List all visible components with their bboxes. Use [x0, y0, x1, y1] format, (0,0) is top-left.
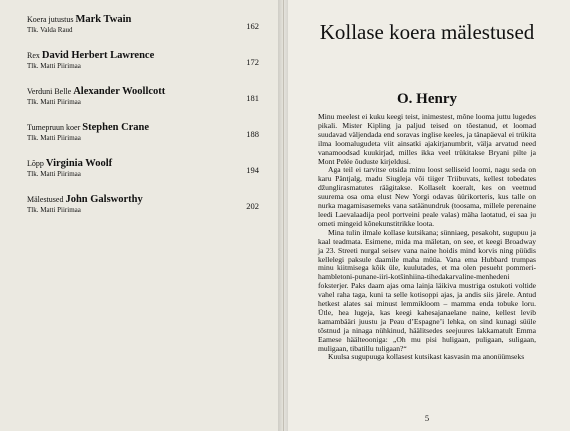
body-paragraph: Aga teil ei tarvitse otsida minu loost selliseid loomi, nagu seda on karu Päntjalg, madu Siugleja või tiiger Triibuvats, kellest tobedates džunglirasmatutes räägitakse. Kollaselt koeralt, kes on veetnud suurema osa oma elust New Yorgi odavas üürikorteris, kus talle on nurka magamisasemeks vana satäänundruk (toosama, millele perenaine leedi Laevalaadija peol portveini peale valas) mäha laotatud, ei saa ju ometi mingeid kõnekunstitrikke loota. [318, 165, 536, 228]
toc-entry[interactable] [27, 159, 259, 195]
toc-entry[interactable] [27, 123, 259, 159]
toc-entry-heading [27, 159, 259, 169]
toc-story-title: Mälestused [27, 195, 64, 204]
toc-author: David Herbert Lawrence [41, 50, 155, 61]
right-page [284, 0, 570, 431]
toc-page-number: 194 [246, 165, 259, 175]
toc-translator: Tlk. Matti Piirimaa [27, 170, 81, 178]
body-paragraph: Mina tulin ilmale kollase kutsikana; sünniaeg, pesakoht, sugupuu ja kaal teadmata. Esimene, mida ma mäletan, on see, et keegi Broadway ja 23. Streeti nurgal seisev vana naine hoidis mind korvis ning püüdis kellelegi paksule daamile maha müüa. Vana ema Hubbard trumpas minu kiitmisega kõik üle, kuulutades, et ma olen pesueht pommeri-hambletoni-punane-iiri-kotšinhiina-tihedakarvaline-menhedeni foksterjer. Paks daam ajas oma lainja läikiva mustriga ostukoti voltide vahel raha taga, kuni ta selle kotisoppi ajas, ja andis siis järele. Antud hetkest alates sai minust lemmikloom – mamma enda tobuke loru. Ütle, hea lugeja, kas keegi kahesajanaelane naine, kellest levib kamambääri juustu ja Peau d’Espagne’i lehka, on sind kunagi süüle tõstnud ja ninaga nühkinud, häälitsedes seejuures lakkamatult Emma Eamese häälteooniga: „Oh mu pisi huligaan, puligaan, suligaan, muligaan, tibatillu tuligaan?“ [318, 227, 536, 353]
body-paragraph: Minu meelest ei kuku keegi teist, inimestest, mõne looma juttu lugedes pikali. Mister Kipling ja paljud teised on tõestanud, et loomad suudavad väljendada end soravas inglise keeles, ja tänapäeval ei trükita ilma loomalugudeta viit ainsatki ajakirjanumbrit, välja arvatud need vanamoodsad kuukirjad, milles ikka veel trükitakse Bryani pilte ja Mont Pelée õuduste kirjeldusi. [318, 112, 536, 166]
toc-story-title: Koera jutustus [27, 15, 74, 24]
toc-translator: Tlk. Matti Piirimaa [27, 98, 81, 106]
body-paragraph: Kuulsa sugupuuga kollasest kutsikast kasvasin ma anonüümseks [328, 352, 525, 362]
toc-author: Stephen Crane [82, 122, 150, 133]
toc-translator: Tlk. Matti Piirimaa [27, 206, 81, 214]
toc-story-title: Rex [27, 51, 40, 60]
toc-entry[interactable] [27, 195, 259, 231]
toc-entry-heading [27, 123, 259, 133]
page-number: 5 [424, 413, 430, 423]
toc-page-number: 181 [246, 93, 259, 103]
toc-story-title: Lõpp [27, 159, 44, 168]
left-page [0, 0, 284, 431]
table-of-contents [27, 15, 259, 231]
toc-author: John Galsworthy [65, 194, 143, 205]
toc-entry-heading [27, 51, 259, 61]
toc-page-number: 162 [246, 21, 259, 31]
toc-author: Alexander Woollcott [73, 86, 166, 97]
toc-page-number: 172 [246, 57, 259, 67]
chapter-title: Kollase koera mälestused [319, 20, 535, 44]
toc-author: Virginia Woolf [45, 158, 113, 169]
toc-page-number: 188 [246, 129, 259, 139]
toc-story-title: Verduni Belle [27, 87, 72, 96]
toc-page-number: 202 [246, 201, 259, 211]
toc-story-title: Tumepruun koer [27, 123, 81, 132]
toc-author: Mark Twain [75, 14, 132, 25]
toc-translator: Tlk. Valda Raud [27, 26, 73, 34]
toc-entry-heading [27, 195, 259, 205]
chapter-body [318, 113, 536, 362]
toc-entry[interactable] [27, 87, 259, 123]
toc-entry-heading [27, 87, 259, 97]
chapter-author: O. Henry [397, 91, 457, 107]
book-spine-shadow [278, 0, 288, 431]
toc-entry-heading [27, 15, 259, 25]
toc-entry[interactable] [27, 15, 259, 51]
toc-translator: Tlk. Matti Piirimaa [27, 134, 81, 142]
toc-translator: Tlk. Matti Piirimaa [27, 62, 81, 70]
toc-entry[interactable] [27, 51, 259, 87]
